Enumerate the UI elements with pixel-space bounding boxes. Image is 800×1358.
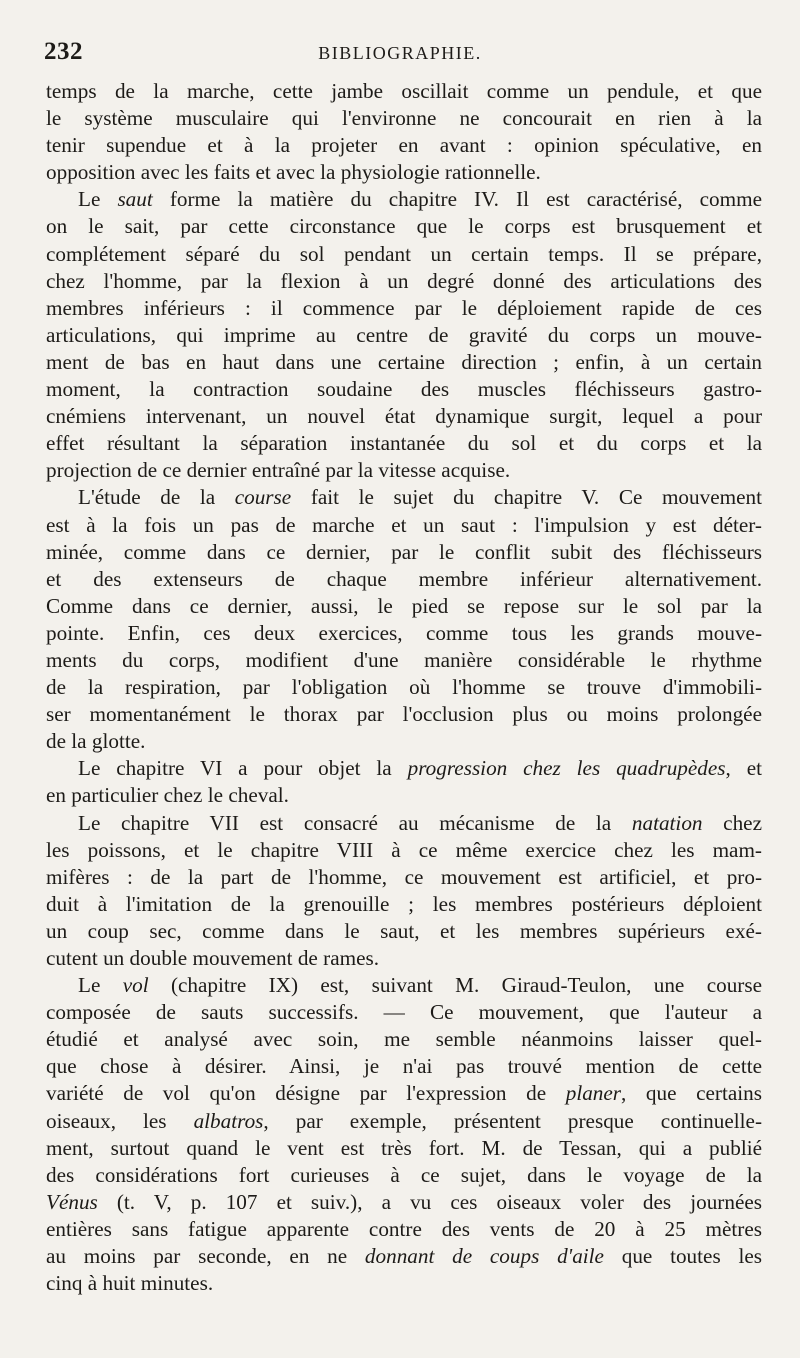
text-run: le système musculaire qui l'environne ne concourait en rien à la [46, 106, 762, 131]
text-line [46, 213, 762, 240]
text-run: tenir supendue et à la projeter en avant : opinion spéculative, en [46, 133, 762, 158]
italic-term: natation [631, 810, 703, 835]
text-run: ment, surtout quand le vent est très fort. M. de Tessan, qui a publié [46, 1135, 762, 1160]
text-line [46, 945, 762, 972]
text-run: est à la fois un pas de marche et un saut : l'impulsion y est déter- [46, 512, 762, 537]
text-line [46, 1189, 762, 1216]
text-line [46, 1162, 762, 1189]
text-line [46, 701, 762, 728]
text-line [46, 322, 762, 349]
text-run: projection de ce dernier entraîné par la vitesse acquise. [46, 458, 511, 483]
text-line [46, 186, 762, 213]
text-line [46, 728, 762, 755]
text-line [46, 593, 762, 620]
text-run: et des extenseurs de chaque membre inférieur alternativement. [46, 566, 762, 591]
text-run: Le [78, 187, 118, 212]
text-run: (t. V, p. 107 et suiv.), a vu ces oiseaux voler des journées [97, 1189, 762, 1214]
text-line [46, 1108, 762, 1135]
text-run: opposition avec les faits et avec la physiologie rationnelle. [46, 160, 541, 185]
text-line [46, 430, 762, 457]
text-line [46, 1026, 762, 1053]
text-run: chez [702, 810, 762, 835]
text-run: forme la matière du chapitre IV. Il est caractérisé, comme [152, 187, 762, 212]
text-run: de la respiration, par l'obligation où l'homme se trouve d'immobili- [46, 675, 762, 700]
text-run: cinq à huit minutes. [46, 1271, 214, 1296]
text-line [46, 891, 762, 918]
text-line [46, 918, 762, 945]
text-run: Le chapitre VII est consacré au mécanisme de la [78, 810, 632, 835]
text-run: , par exemple, présentent presque continuelle- [263, 1108, 762, 1133]
text-line [46, 268, 762, 295]
text-line [46, 972, 762, 999]
text-run: temps de la marche, cette jambe oscillait comme un pendule, et que [46, 79, 762, 103]
text-line [46, 755, 762, 782]
text-line [46, 539, 762, 566]
text-line [46, 1216, 762, 1243]
text-line [46, 674, 762, 701]
text-line [46, 376, 762, 403]
text-run: ments du corps, modifient d'une manière considérable le rhythme [46, 647, 762, 672]
text-run: Comme dans ce dernier, aussi, le pied se repose sur le sol par la [46, 593, 762, 618]
text-run: minée, comme dans ce dernier, par le conflit subit des fléchisseurs [46, 539, 762, 564]
text-run: de la glotte. [46, 729, 146, 754]
text-run: complétement séparé du sol pendant un certain temps. Il se prépare, [46, 241, 762, 266]
text-run: en particulier chez le cheval. [46, 783, 289, 808]
italic-term: albatros [193, 1108, 264, 1133]
text-run: que chose à désirer. Ainsi, je n'ai pas trouvé mention de cette [46, 1054, 762, 1079]
text-line [46, 457, 762, 484]
text-line [46, 484, 762, 511]
text-run: mifères : de la part de l'homme, ce mouvement est artificiel, et pro- [46, 864, 762, 889]
text-line [46, 647, 762, 674]
text-line [46, 837, 762, 864]
text-line [46, 241, 762, 268]
italic-term: course [234, 485, 292, 510]
text-line [46, 1243, 762, 1270]
text-line [46, 349, 762, 376]
text-line [46, 810, 762, 837]
text-run: articulations, qui imprime au centre de gravité du corps un mouve- [46, 322, 762, 347]
italic-term: vol [122, 973, 149, 998]
text-line [46, 620, 762, 647]
text-run: des considérations fort curieuses à ce sujet, dans le voyage de la [46, 1162, 762, 1187]
text-line [46, 295, 762, 322]
text-run: oiseaux, les [46, 1108, 194, 1133]
text-line [46, 512, 762, 539]
text-run: variété de vol qu'on désigne par l'expression de [46, 1081, 566, 1106]
italic-term: donnant de coups d'aile [364, 1244, 604, 1269]
text-line [46, 105, 762, 132]
text-run: on le sait, par cette circonstance que le corps est brusquement et [46, 214, 762, 239]
page-header [44, 38, 756, 72]
text-line [46, 132, 762, 159]
text-line [46, 1080, 762, 1107]
text-run: les poissons, et le chapitre VIII à ce même exercice chez les mam- [46, 837, 762, 862]
text-run: , que certains [621, 1081, 762, 1106]
text-run: , et [725, 756, 762, 781]
text-run: Le [78, 973, 123, 998]
text-run: que toutes les [603, 1244, 762, 1269]
text-run: membres inférieurs : il commence par le déploiement rapide de ces [46, 295, 762, 320]
text-run: un coup sec, comme dans le saut, et les membres supérieurs exé- [46, 918, 762, 943]
text-run: moment, la contraction soudaine des muscles fléchisseurs gastro- [46, 377, 762, 402]
text-line [46, 566, 762, 593]
text-run: fait le sujet du chapitre V. Ce mouvement [291, 485, 762, 510]
running-head: BIBLIOGRAPHIE. [318, 43, 482, 63]
page-number: 232 [44, 38, 83, 65]
text-run: cnémiens intervenant, un nouvel état dynamique surgit, lequel a pour [46, 404, 762, 429]
text-line [46, 1053, 762, 1080]
text-line [46, 1270, 762, 1297]
body-text [46, 78, 762, 1297]
text-run: cutent un double mouvement de rames. [46, 946, 380, 970]
text-line [46, 1135, 762, 1162]
text-line [46, 78, 762, 105]
text-run: effet résultant la séparation instantanée du sol et du corps et la [46, 431, 762, 456]
text-run: ser momentanément le thorax par l'occlusion plus ou moins prolongée [46, 702, 762, 727]
italic-term: Vénus [46, 1189, 98, 1214]
text-line [46, 159, 762, 186]
text-line [46, 864, 762, 891]
text-line [46, 999, 762, 1026]
text-run: entières sans fatigue apparente contre des vents de 20 à 25 mètres [46, 1216, 762, 1241]
text-run: pointe. Enfin, ces deux exercices, comme tous les grands mouve- [46, 620, 762, 645]
text-run: au moins par seconde, en ne [46, 1244, 365, 1269]
text-run: duit à l'imitation de la grenouille ; les membres postérieurs déploient [46, 891, 762, 916]
text-run: Le chapitre VI a pour objet la [78, 756, 408, 781]
text-run: L'étude de la [78, 485, 235, 510]
text-run: étudié et analysé avec soin, me semble néanmoins laisser quel- [46, 1027, 762, 1052]
italic-term: saut [117, 187, 153, 212]
text-run: composée de sauts successifs. — Ce mouvement, que l'auteur a [46, 1000, 762, 1025]
text-run: chez l'homme, par la flexion à un degré donné des articulations des [46, 268, 762, 293]
text-line [46, 403, 762, 430]
text-run: ment de bas en haut dans une certaine direction ; enfin, à un certain [46, 349, 762, 374]
italic-term: planer [565, 1081, 622, 1106]
italic-term: progression chez les quadrupèdes [407, 756, 726, 781]
text-run: (chapitre IX) est, suivant M. Giraud-Teulon, une course [148, 973, 762, 998]
text-line [46, 782, 762, 809]
